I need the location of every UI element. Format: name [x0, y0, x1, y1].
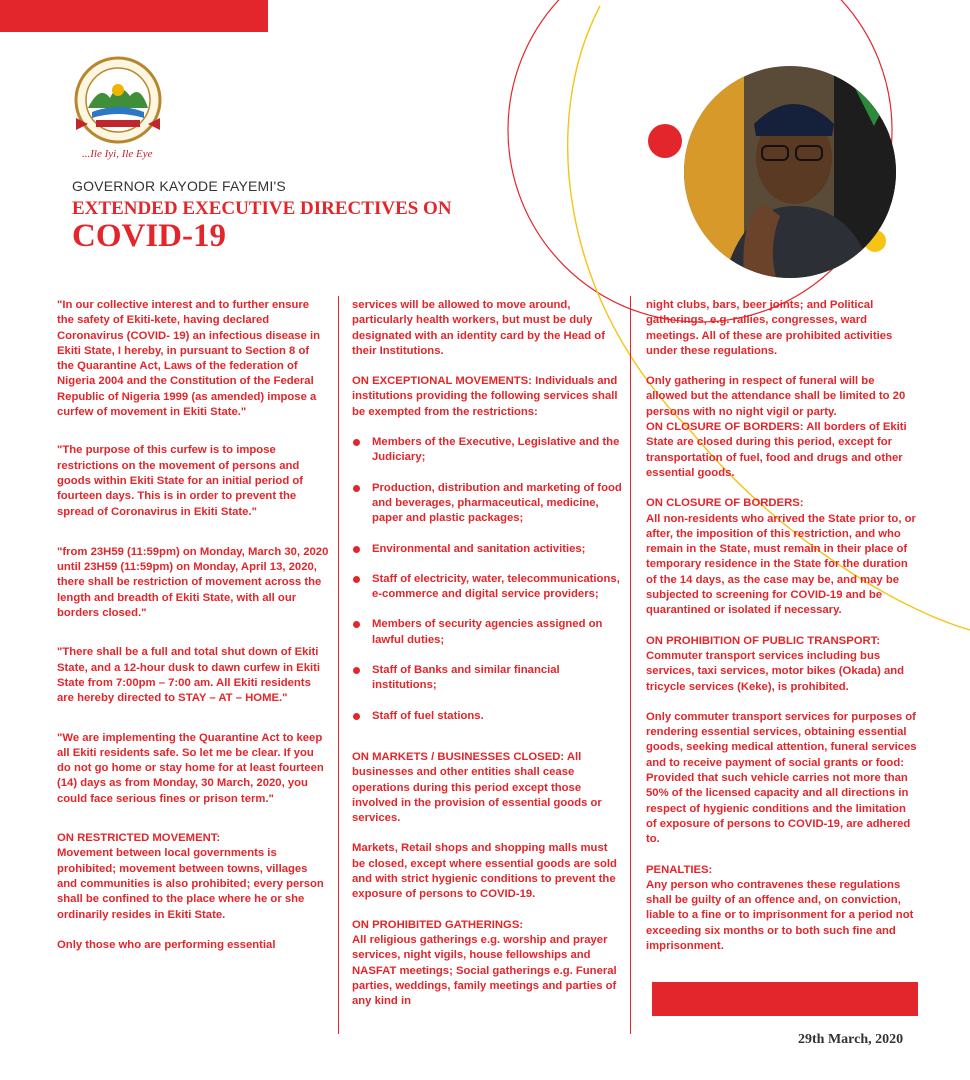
column-2: [352, 298, 622, 1024]
text-non-residents: All non-residents who arrived the State prior to, or after, the imposition of this restriction, and who remain in the State, must remain in their place of temporary residence in the State for the duration of the 14 days, as the case may be, and may be subjected to screening for COVID-19 and be quarantined or isolated if necessary.: [646, 512, 916, 617]
exemptions-list: [352, 435, 622, 724]
top-red-bar: [0, 0, 268, 32]
text-commuter-exceptions: Only commuter transport services for purposes of rendering essential services, obtaining essential goods, seeking medical attention, funeral services and to receive payment of social grants or food: Provided that such vehicle carries not more than 50% of the licensed capacity and all directions in respect of hygienic conditions and the limitation of exposure of persons to COVID-19, are adhered to.: [646, 710, 917, 846]
heading-restricted-movement: ON RESTRICTED MOVEMENT:: [57, 832, 221, 845]
column-1: [57, 298, 329, 968]
governor-line: GOVERNOR KAYODE FAYEMI'S: [72, 178, 286, 194]
text-essential-intro: Only those who are performing essential: [57, 938, 276, 951]
document-date: 29th March, 2020: [798, 1032, 904, 1047]
text-exceptional-movements: ON EXCEPTIONAL MOVEMENTS: Individuals and institutions providing the following services shall be exempted from the restrictions:: [352, 375, 618, 418]
text-essential-services: services will be allowed to move around, particularly health workers, but must be duly designated with an identity card by the Head of their Institutions.: [352, 299, 605, 357]
list-item: Members of the Executive, Legislative and the Judiciary;: [352, 435, 622, 466]
text-penalties: Any person who contravenes these regulations shall be guilty of an offence and, on conviction, liable to a fine or to imprisonment for a period not exceeding six months or to both such fine and imprisonment.: [646, 878, 914, 952]
page-subtitle: COVID-19: [72, 218, 226, 254]
text-markets-retail: Markets, Retail shops and shopping malls must be closed, except where essential goods are sold and with strict hygienic conditions to prevent the exposure of persons to COVID-19.: [352, 842, 617, 901]
bullet-icon: [353, 713, 360, 720]
quote-dates: "from 23H59 (11:59pm) on Monday, March 30, 2020 until 23H59 (11:59pm) on Monday, April 13, 2020, there shall be restriction of movement across the length and breadth of Ekiti State, with all our borders closed.": [57, 545, 329, 620]
bullet-icon: [353, 546, 360, 553]
list-item: Members of security agencies assigned on lawful duties;: [352, 617, 622, 648]
column-3: [646, 298, 918, 969]
bullet-icon: [353, 439, 360, 446]
quote-shutdown: "There shall be a full and total shut down of Ekiti State, and a 12-hour dusk to dawn curfew in Ekiti State from 7:00pm – 7:00 am. All Ekiti residents are hereby directed to STAY – AT – HOME.": [57, 646, 321, 705]
governor-portrait-icon: [684, 66, 896, 278]
heading-penalties: PENALTIES:: [646, 863, 713, 876]
text-markets-closed: ON MARKETS / BUSINESSES CLOSED: All businesses and other entities shall cease operations during this period except those involved in the provision of essential goods or services.: [352, 750, 602, 825]
list-item: Staff of electricity, water, telecommunications, e-commerce and digital service providers;: [352, 572, 622, 603]
quote-curfew: "In our collective interest and to further ensure the safety of Ekiti-kete, having declared Coronavirus (COVID- 19) an infectious disease in Ekiti State, I hereby, in pursuant to Section 8 of the Quarantine Act, Laws of the federation of Nigeria 2004 and the Constitution of the Federal Republic of Nigeria 1999 (as amended) impose a curfew of movement in Ekiti State.": [57, 299, 321, 419]
text-borders-closed: ON CLOSURE OF BORDERS: All borders of Ekiti State are closed during this period, except for transportation of fuel, food and drugs and other essential goods.: [646, 421, 907, 479]
ekiti-state-seal-icon: [70, 54, 166, 150]
text-prohibited-gatherings: All religious gatherings e.g. worship and prayer services, night vigils, house fellowships and NASFAT meetings; Social gatherings e.g. Funeral parties, weddings, family meetings and parties of any kind in: [352, 933, 617, 1008]
quote-quarantine-act: "We are implementing the Quarantine Act to keep all Ekiti residents safe. So let me be clear. If you do not go home or stay home for at least fourteen (14) days as from Monday, 30 March, 2020, you could face serious fines or prison term.": [57, 731, 324, 805]
bullet-icon: [353, 485, 360, 492]
list-item: Environmental and sanitation activities;: [352, 542, 622, 557]
text-night-clubs: night clubs, bars, beer joints; and Political gatherings, e.g. rallies, congresses, ward meetings. All of these are prohibited activities under these regulations.: [646, 299, 893, 357]
bottom-red-bar: [652, 982, 918, 1016]
list-item: Production, distribution and marketing of food and beverages, pharmaceutical, medicine, paper and plastic packages;: [352, 481, 622, 527]
bullet-icon: [353, 576, 360, 583]
heading-prohibited-gatherings: ON PROHIBITED GATHERINGS:: [352, 918, 524, 931]
state-motto: ...Ile Iyi, Ile Eye: [82, 148, 153, 160]
text-public-transport: ON PROHIBITION OF PUBLIC TRANSPORT: Commuter transport services including bus services, taxi services, motor bikes (Okada) and tricycle services (Keke), is prohibited.: [646, 634, 905, 693]
red-dot: [648, 124, 682, 158]
text-funeral: Only gathering in respect of funeral will be allowed but the attendance shall be limited to 20 persons with no night vigil or party.: [646, 375, 906, 418]
heading-closure-of-borders: ON CLOSURE OF BORDERS:: [646, 497, 804, 510]
list-item: Staff of Banks and similar financial institutions;: [352, 663, 622, 694]
column-divider-1: [338, 296, 339, 1034]
column-divider-2: [630, 296, 631, 1034]
bullet-icon: [353, 667, 360, 674]
text-restricted-movement: Movement between local governments is prohibited; movement between towns, villages and communities is also prohibited; every person shall be confined to the place where he or she ordinarily resides in Ekiti State.: [57, 847, 324, 921]
page-title: EXTENDED EXECUTIVE DIRECTIVES ON: [72, 198, 452, 219]
list-item: Staff of fuel stations.: [352, 709, 622, 724]
quote-purpose: "The purpose of this curfew is to impose restrictions on the movement of persons and goods within Ekiti State for an initial period of fourteen days. This is in order to prevent the spread of Coronavirus in Ekiti State.": [57, 444, 304, 518]
bullet-icon: [353, 621, 360, 628]
